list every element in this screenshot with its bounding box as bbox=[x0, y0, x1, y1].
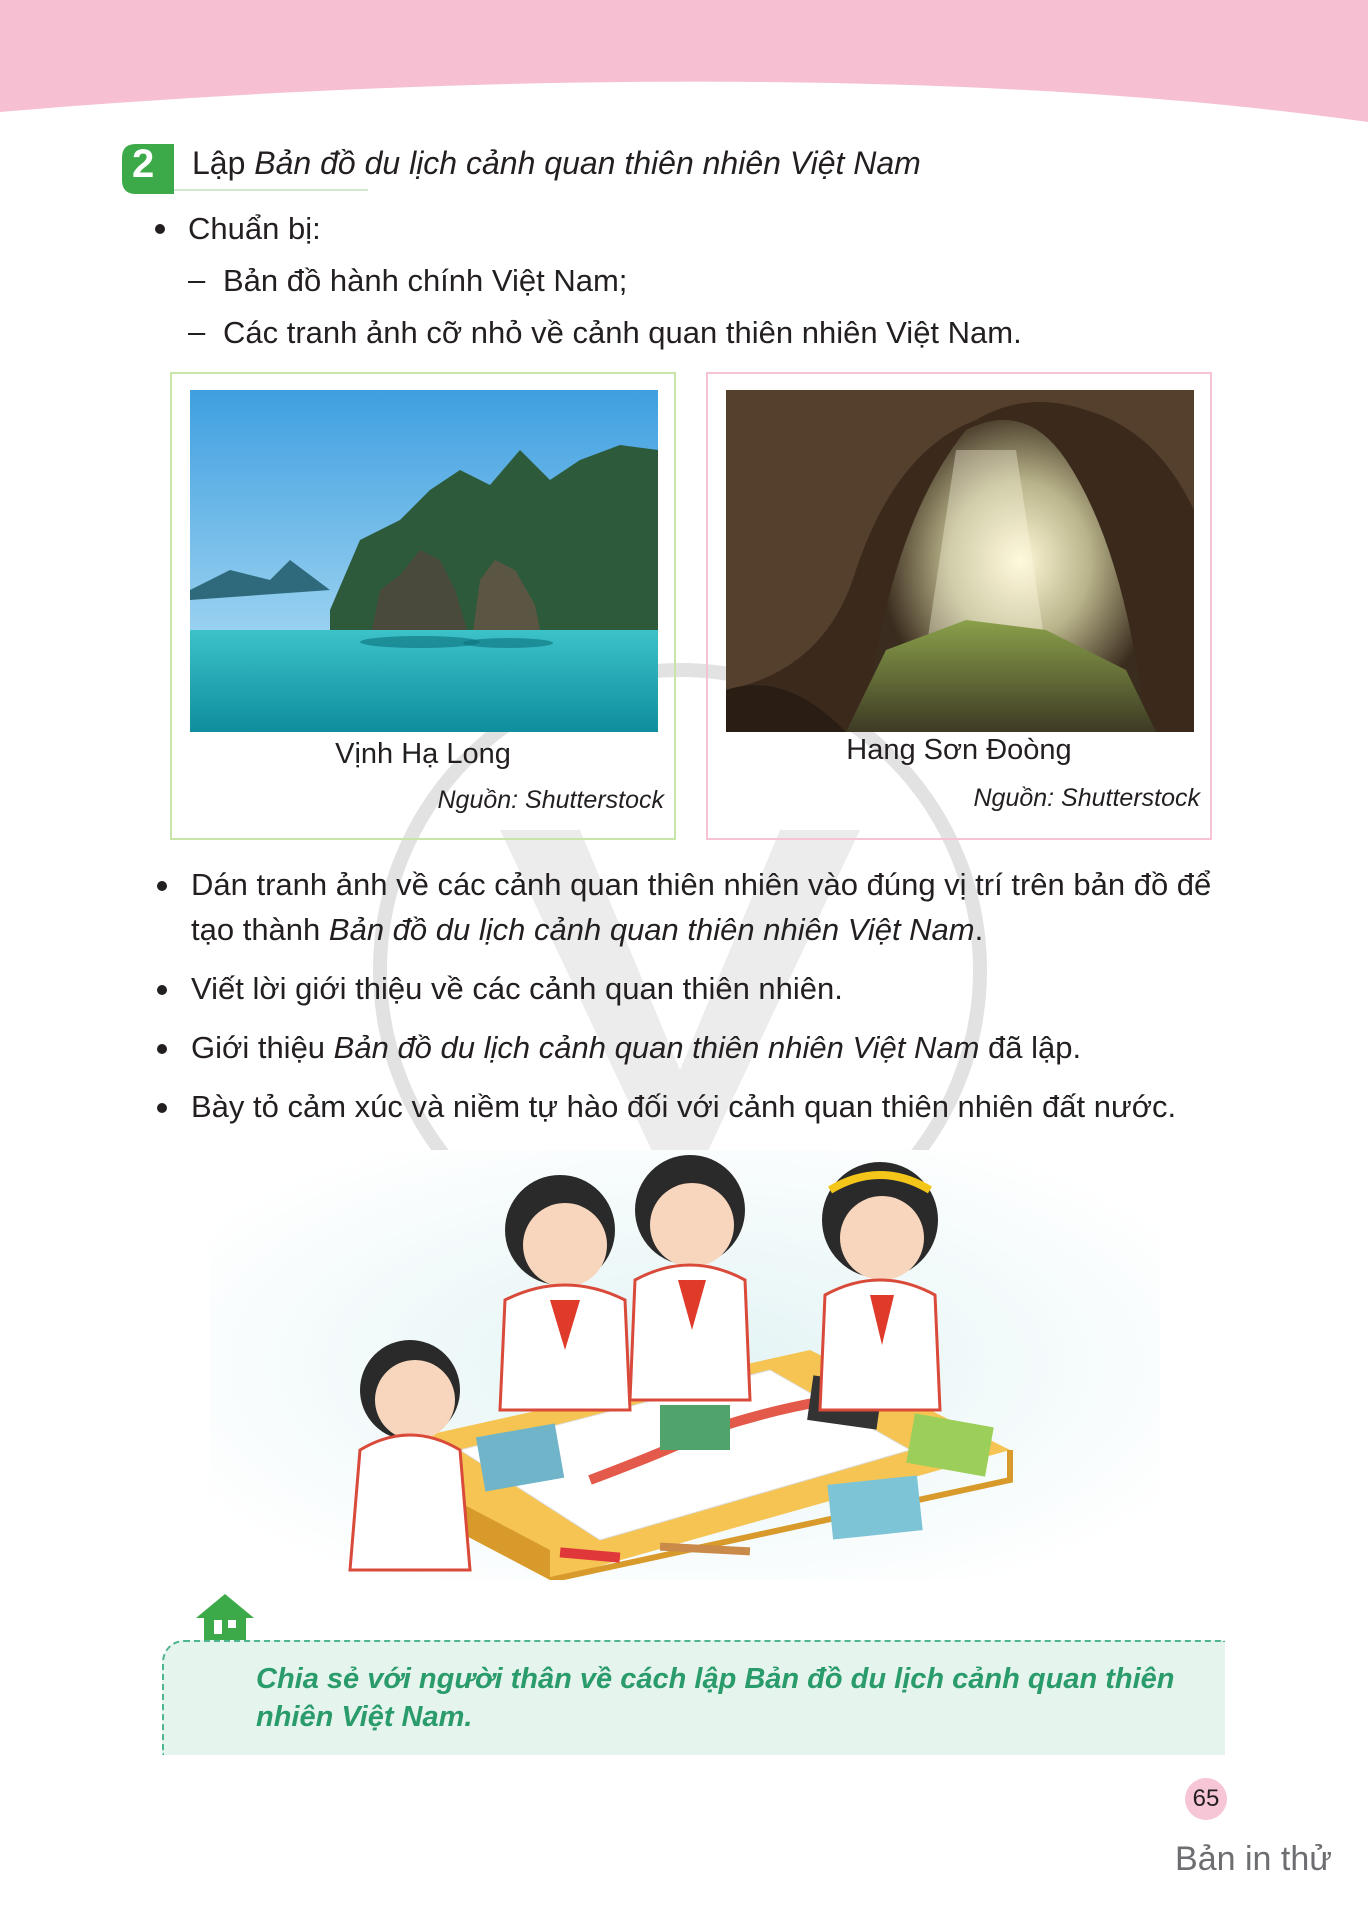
share-fragment: Bản đồ du lịch cảnh quan thiên bbox=[744, 1663, 1175, 1695]
son-doong-cave-photo bbox=[726, 390, 1194, 732]
share-fragment: Chia sẻ với người thân về cách lập bbox=[256, 1663, 745, 1695]
section-number: 2 bbox=[132, 142, 155, 186]
prep-item: Các tranh ảnh cỡ nhỏ về cảnh quan thiên nhiên Việt Nam. bbox=[223, 315, 1022, 350]
section-title-prefix: Lập bbox=[192, 145, 255, 181]
step-text bbox=[191, 1027, 1081, 1069]
page-number: 65 bbox=[1185, 1778, 1227, 1820]
photo-card-son-doong bbox=[706, 372, 1212, 840]
dash-marker: – bbox=[188, 314, 206, 349]
step-text: Viết lời giới thiệu về các cảnh quan thiên nhiên. bbox=[191, 971, 843, 1006]
prep-item: Bản đồ hành chính Việt Nam; bbox=[223, 263, 628, 298]
photo-source: Nguồn: Shutterstock bbox=[973, 784, 1200, 812]
step-text: Dán tranh ảnh về các cảnh quan thiên nhiên vào đúng vị trí trên bản đồ để bbox=[191, 867, 1212, 902]
ha-long-bay-photo bbox=[190, 390, 658, 732]
photo-caption: Vịnh Hạ Long bbox=[335, 738, 511, 770]
children-map-illustration bbox=[210, 1150, 1160, 1580]
share-text bbox=[256, 1660, 1216, 1736]
bullet-dot bbox=[157, 1044, 167, 1054]
section-title-italic: Bản đồ du lịch cảnh quan thiên nhiên Việt Nam bbox=[254, 145, 921, 181]
home-icon bbox=[192, 1590, 258, 1646]
step-fragment: . bbox=[974, 912, 984, 947]
top-band bbox=[0, 0, 1368, 140]
step-text: Bày tỏ cảm xúc và niềm tự hào đối với cảnh quan thiên nhiên đất nước. bbox=[191, 1089, 1177, 1124]
bullet-dot bbox=[157, 881, 167, 891]
section-title bbox=[192, 142, 921, 184]
step-fragment-italic: Bản đồ du lịch cảnh quan thiên nhiên Việt Nam bbox=[333, 1030, 980, 1065]
bullet-dot bbox=[155, 224, 165, 234]
prep-label: Chuẩn bị: bbox=[188, 211, 321, 246]
photo-source: Nguồn: Shutterstock bbox=[437, 786, 664, 814]
photo-card-ha-long bbox=[170, 372, 676, 840]
dash-marker: – bbox=[188, 262, 206, 297]
step-fragment: Giới thiệu bbox=[191, 1030, 334, 1065]
step-fragment: tạo thành bbox=[191, 912, 329, 947]
bullet-dot bbox=[157, 1103, 167, 1113]
share-fragment: nhiên Việt Nam. bbox=[256, 1701, 473, 1733]
step-fragment: đã lập. bbox=[979, 1030, 1082, 1065]
step-fragment-italic: Bản đồ du lịch cảnh quan thiên nhiên Việt Nam bbox=[328, 912, 975, 947]
share-callout bbox=[162, 1640, 1225, 1755]
step-text-continued bbox=[191, 909, 983, 951]
draft-label: Bản in thử bbox=[1175, 1840, 1332, 1878]
bullet-dot bbox=[157, 985, 167, 995]
photo-caption: Hang Sơn Đoòng bbox=[846, 734, 1072, 766]
